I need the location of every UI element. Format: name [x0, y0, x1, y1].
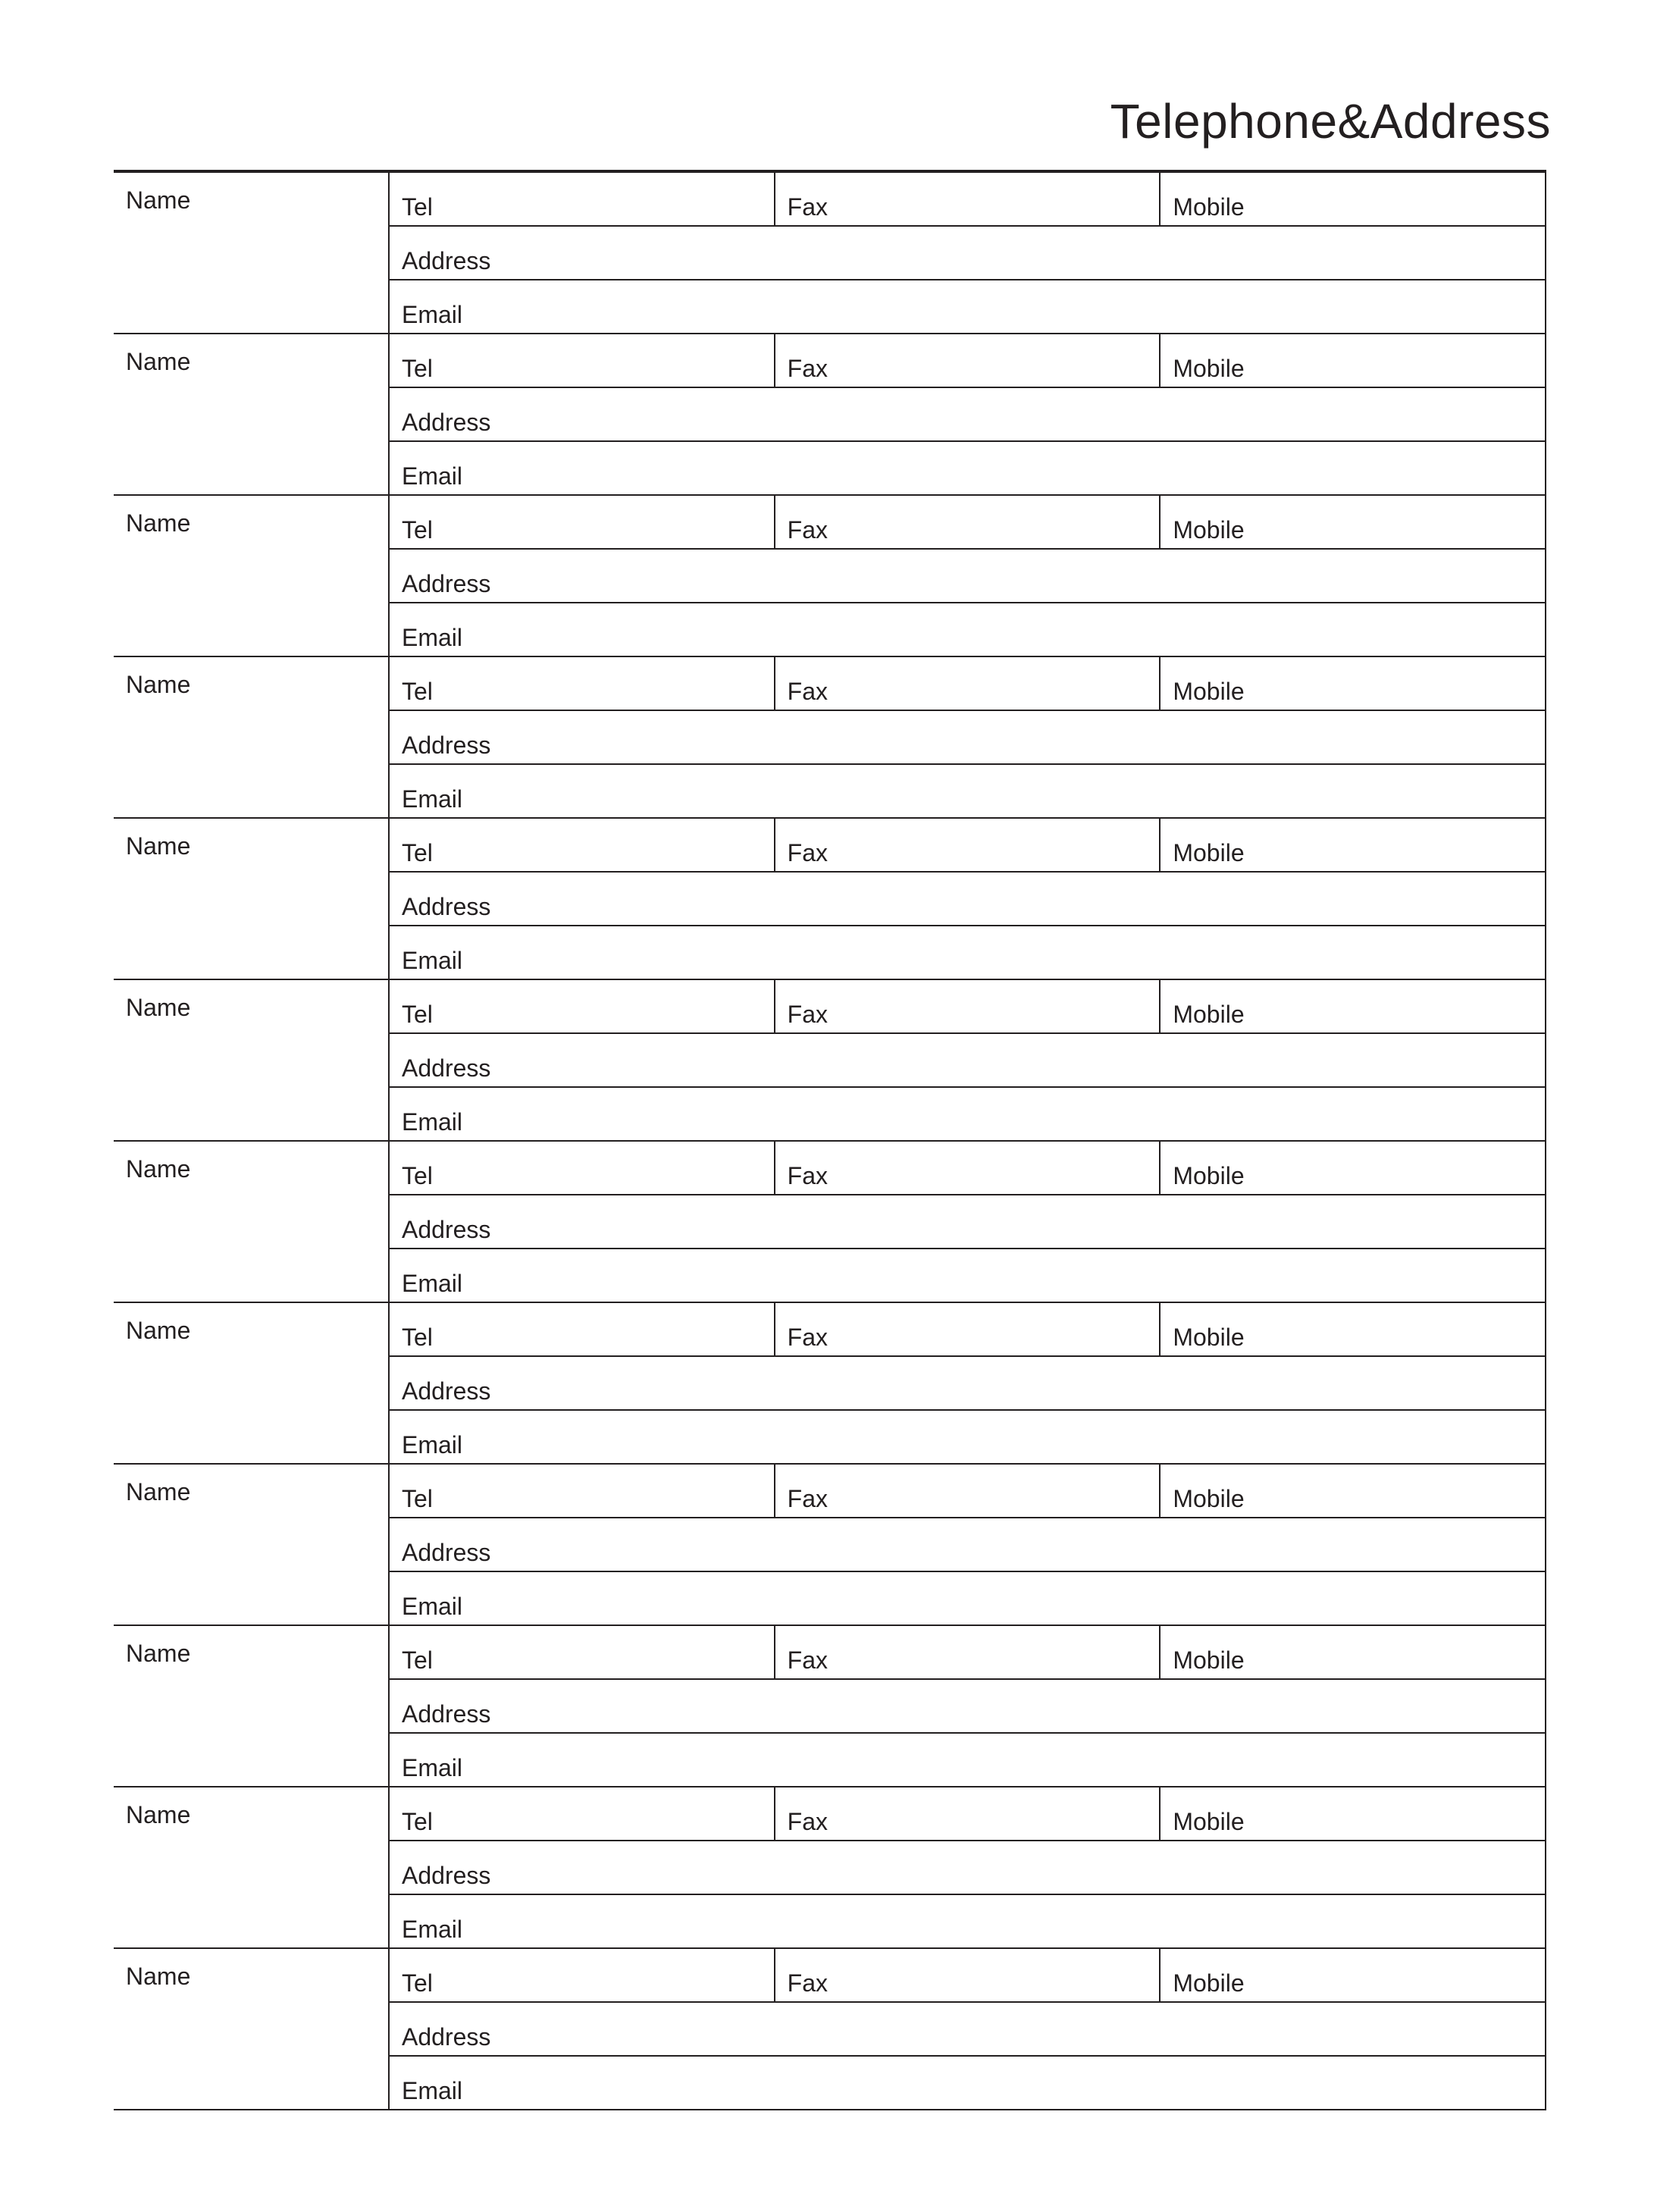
- name-field[interactable]: [114, 980, 390, 1140]
- page-title: Telephone&Address: [1110, 94, 1551, 149]
- mobile-field[interactable]: [1159, 1465, 1545, 1517]
- name-field[interactable]: [114, 1303, 390, 1463]
- phone-row: [390, 1142, 1545, 1195]
- contact-fields: [390, 1787, 1546, 1947]
- mobile-label: Mobile: [1173, 1646, 1245, 1674]
- address-field[interactable]: [390, 1357, 1545, 1409]
- address-label: Address: [402, 247, 491, 274]
- address-row: [390, 388, 1545, 442]
- tel-label: Tel: [402, 1969, 433, 1997]
- email-row: [390, 926, 1545, 979]
- fax-field[interactable]: [774, 1303, 1160, 1355]
- address-label: Address: [402, 1054, 491, 1082]
- tel-label: Tel: [402, 1808, 433, 1835]
- email-row: [390, 1734, 1545, 1786]
- phone-row: [390, 657, 1545, 711]
- phone-row: [390, 819, 1545, 873]
- address-field[interactable]: [390, 873, 1545, 925]
- name-field[interactable]: [114, 1626, 390, 1786]
- email-label: Email: [402, 1916, 463, 1943]
- email-row: [390, 603, 1545, 656]
- phone-row: [390, 980, 1545, 1034]
- name-field[interactable]: [114, 173, 390, 333]
- name-field[interactable]: [114, 334, 390, 494]
- contact-entry: [114, 334, 1546, 496]
- email-field[interactable]: [390, 2057, 1545, 2109]
- fax-field[interactable]: [774, 1142, 1160, 1194]
- fax-label: Fax: [787, 355, 828, 382]
- fax-field[interactable]: [774, 1626, 1160, 1678]
- phone-row: [390, 496, 1545, 550]
- address-row: [390, 1034, 1545, 1088]
- name-field[interactable]: [114, 1142, 390, 1302]
- fax-field[interactable]: [774, 657, 1160, 710]
- address-field[interactable]: [390, 1680, 1545, 1732]
- name-field[interactable]: [114, 496, 390, 656]
- email-row: [390, 2057, 1545, 2109]
- mobile-field[interactable]: [1159, 657, 1545, 710]
- address-row: [390, 1680, 1545, 1734]
- mobile-label: Mobile: [1173, 839, 1245, 866]
- address-label: Address: [402, 2023, 491, 2051]
- fax-label: Fax: [787, 1001, 828, 1028]
- address-row: [390, 1518, 1545, 1572]
- tel-label: Tel: [402, 355, 433, 382]
- email-field[interactable]: [390, 1411, 1545, 1463]
- address-row: [390, 1841, 1545, 1895]
- fax-label: Fax: [787, 839, 828, 866]
- fax-label: Fax: [787, 193, 828, 221]
- email-label: Email: [402, 1593, 463, 1620]
- name-field[interactable]: [114, 1787, 390, 1947]
- email-row: [390, 1411, 1545, 1463]
- fax-label: Fax: [787, 1969, 828, 1997]
- name-label: Name: [126, 1801, 191, 1828]
- tel-field[interactable]: [390, 1787, 774, 1840]
- email-row: [390, 442, 1545, 494]
- fax-field[interactable]: [774, 173, 1160, 225]
- email-label: Email: [402, 947, 463, 974]
- tel-label: Tel: [402, 516, 433, 544]
- name-label: Name: [126, 1963, 191, 1990]
- contact-entry: [114, 819, 1546, 980]
- contact-entry: [114, 173, 1546, 334]
- name-label: Name: [126, 1478, 191, 1505]
- address-book-table: [114, 170, 1546, 2110]
- address-label: Address: [402, 1216, 491, 1243]
- tel-field[interactable]: [390, 1949, 774, 2001]
- name-label: Name: [126, 671, 191, 698]
- email-label: Email: [402, 1108, 463, 1136]
- tel-field[interactable]: [390, 1303, 774, 1355]
- contact-fields: [390, 496, 1546, 656]
- email-field[interactable]: [390, 926, 1545, 979]
- mobile-field[interactable]: [1159, 819, 1545, 871]
- tel-field[interactable]: [390, 1142, 774, 1194]
- mobile-label: Mobile: [1173, 1808, 1245, 1835]
- tel-label: Tel: [402, 1162, 433, 1189]
- contact-entry: [114, 1787, 1546, 1949]
- address-field[interactable]: [390, 388, 1545, 440]
- mobile-label: Mobile: [1173, 516, 1245, 544]
- fax-field[interactable]: [774, 334, 1160, 387]
- mobile-field[interactable]: [1159, 173, 1545, 225]
- name-field[interactable]: [114, 1949, 390, 2109]
- phone-row: [390, 1465, 1545, 1518]
- mobile-field[interactable]: [1159, 1303, 1545, 1355]
- email-field[interactable]: [390, 765, 1545, 817]
- tel-label: Tel: [402, 1001, 433, 1028]
- phone-row: [390, 1787, 1545, 1841]
- address-label: Address: [402, 1377, 491, 1405]
- address-field[interactable]: [390, 550, 1545, 602]
- contact-entry: [114, 980, 1546, 1142]
- contact-fields: [390, 1949, 1546, 2109]
- email-field[interactable]: [390, 442, 1545, 494]
- address-field[interactable]: [390, 1195, 1545, 1248]
- fax-field[interactable]: [774, 980, 1160, 1032]
- contact-fields: [390, 173, 1546, 333]
- phone-row: [390, 1626, 1545, 1680]
- name-label: Name: [126, 509, 191, 537]
- contact-entry: [114, 496, 1546, 657]
- tel-field[interactable]: [390, 819, 774, 871]
- address-field[interactable]: [390, 711, 1545, 763]
- email-row: [390, 1895, 1545, 1947]
- address-label: Address: [402, 1539, 491, 1566]
- email-label: Email: [402, 1754, 463, 1781]
- contact-fields: [390, 980, 1546, 1140]
- contact-fields: [390, 657, 1546, 817]
- address-label: Address: [402, 409, 491, 436]
- name-label: Name: [126, 1640, 191, 1667]
- email-label: Email: [402, 462, 463, 490]
- tel-label: Tel: [402, 193, 433, 221]
- address-field[interactable]: [390, 2003, 1545, 2055]
- tel-label: Tel: [402, 1485, 433, 1512]
- address-label: Address: [402, 893, 491, 920]
- contact-fields: [390, 1142, 1546, 1302]
- phone-row: [390, 1303, 1545, 1357]
- mobile-label: Mobile: [1173, 1001, 1245, 1028]
- email-row: [390, 1572, 1545, 1625]
- name-field[interactable]: [114, 1465, 390, 1625]
- address-row: [390, 873, 1545, 926]
- mobile-field[interactable]: [1159, 1142, 1545, 1194]
- address-row: [390, 711, 1545, 765]
- mobile-label: Mobile: [1173, 1324, 1245, 1351]
- fax-field[interactable]: [774, 496, 1160, 548]
- mobile-field[interactable]: [1159, 980, 1545, 1032]
- email-label: Email: [402, 1270, 463, 1297]
- email-label: Email: [402, 2077, 463, 2104]
- tel-field[interactable]: [390, 173, 774, 225]
- fax-field[interactable]: [774, 819, 1160, 871]
- address-row: [390, 227, 1545, 280]
- name-field[interactable]: [114, 819, 390, 979]
- address-row: [390, 1357, 1545, 1411]
- tel-field[interactable]: [390, 980, 774, 1032]
- mobile-field[interactable]: [1159, 334, 1545, 387]
- tel-label: Tel: [402, 1324, 433, 1351]
- name-label: Name: [126, 1155, 191, 1183]
- name-label: Name: [126, 994, 191, 1021]
- name-label: Name: [126, 1317, 191, 1344]
- fax-field[interactable]: [774, 1787, 1160, 1840]
- email-field[interactable]: [390, 1895, 1545, 1947]
- tel-field[interactable]: [390, 657, 774, 710]
- address-row: [390, 2003, 1545, 2057]
- address-row: [390, 550, 1545, 603]
- address-field[interactable]: [390, 1518, 1545, 1571]
- address-label: Address: [402, 570, 491, 597]
- contact-entry: [114, 1465, 1546, 1626]
- contact-entry: [114, 1949, 1546, 2110]
- address-field[interactable]: [390, 1034, 1545, 1086]
- tel-field[interactable]: [390, 496, 774, 548]
- fax-field[interactable]: [774, 1465, 1160, 1517]
- email-field[interactable]: [390, 603, 1545, 656]
- contact-fields: [390, 1465, 1546, 1625]
- address-label: Address: [402, 1700, 491, 1728]
- mobile-label: Mobile: [1173, 1969, 1245, 1997]
- name-label: Name: [126, 832, 191, 860]
- email-row: [390, 280, 1545, 333]
- address-field[interactable]: [390, 227, 1545, 279]
- email-field[interactable]: [390, 1088, 1545, 1140]
- phone-row: [390, 173, 1545, 227]
- tel-label: Tel: [402, 839, 433, 866]
- fax-label: Fax: [787, 1646, 828, 1674]
- tel-field[interactable]: [390, 334, 774, 387]
- address-row: [390, 1195, 1545, 1249]
- fax-label: Fax: [787, 516, 828, 544]
- contact-entry: [114, 1626, 1546, 1787]
- address-field[interactable]: [390, 1841, 1545, 1894]
- name-label: Name: [126, 348, 191, 375]
- email-field[interactable]: [390, 1249, 1545, 1302]
- address-label: Address: [402, 732, 491, 759]
- fax-label: Fax: [787, 1162, 828, 1189]
- phone-row: [390, 1949, 1545, 2003]
- mobile-label: Mobile: [1173, 678, 1245, 705]
- email-row: [390, 1088, 1545, 1140]
- fax-label: Fax: [787, 1808, 828, 1835]
- fax-label: Fax: [787, 1324, 828, 1351]
- contact-fields: [390, 819, 1546, 979]
- mobile-label: Mobile: [1173, 1162, 1245, 1189]
- phone-row: [390, 334, 1545, 388]
- address-label: Address: [402, 1862, 491, 1889]
- email-row: [390, 1249, 1545, 1302]
- contact-fields: [390, 334, 1546, 494]
- fax-label: Fax: [787, 1485, 828, 1512]
- email-label: Email: [402, 301, 463, 328]
- email-field[interactable]: [390, 280, 1545, 333]
- tel-label: Tel: [402, 678, 433, 705]
- email-row: [390, 765, 1545, 817]
- mobile-label: Mobile: [1173, 355, 1245, 382]
- contact-entry: [114, 1303, 1546, 1465]
- name-label: Name: [126, 186, 191, 214]
- contact-entry: [114, 1142, 1546, 1303]
- contact-entry: [114, 657, 1546, 819]
- contact-fields: [390, 1303, 1546, 1463]
- email-field[interactable]: [390, 1572, 1545, 1625]
- tel-label: Tel: [402, 1646, 433, 1674]
- mobile-label: Mobile: [1173, 1485, 1245, 1512]
- email-field[interactable]: [390, 1734, 1545, 1786]
- mobile-field[interactable]: [1159, 496, 1545, 548]
- mobile-field[interactable]: [1159, 1626, 1545, 1678]
- mobile-field[interactable]: [1159, 1787, 1545, 1840]
- email-label: Email: [402, 624, 463, 651]
- name-field[interactable]: [114, 657, 390, 817]
- tel-field[interactable]: [390, 1465, 774, 1517]
- mobile-label: Mobile: [1173, 193, 1245, 221]
- mobile-field[interactable]: [1159, 1949, 1545, 2001]
- tel-field[interactable]: [390, 1626, 774, 1678]
- contact-fields: [390, 1626, 1546, 1786]
- email-label: Email: [402, 1431, 463, 1458]
- email-label: Email: [402, 785, 463, 813]
- fax-field[interactable]: [774, 1949, 1160, 2001]
- fax-label: Fax: [787, 678, 828, 705]
